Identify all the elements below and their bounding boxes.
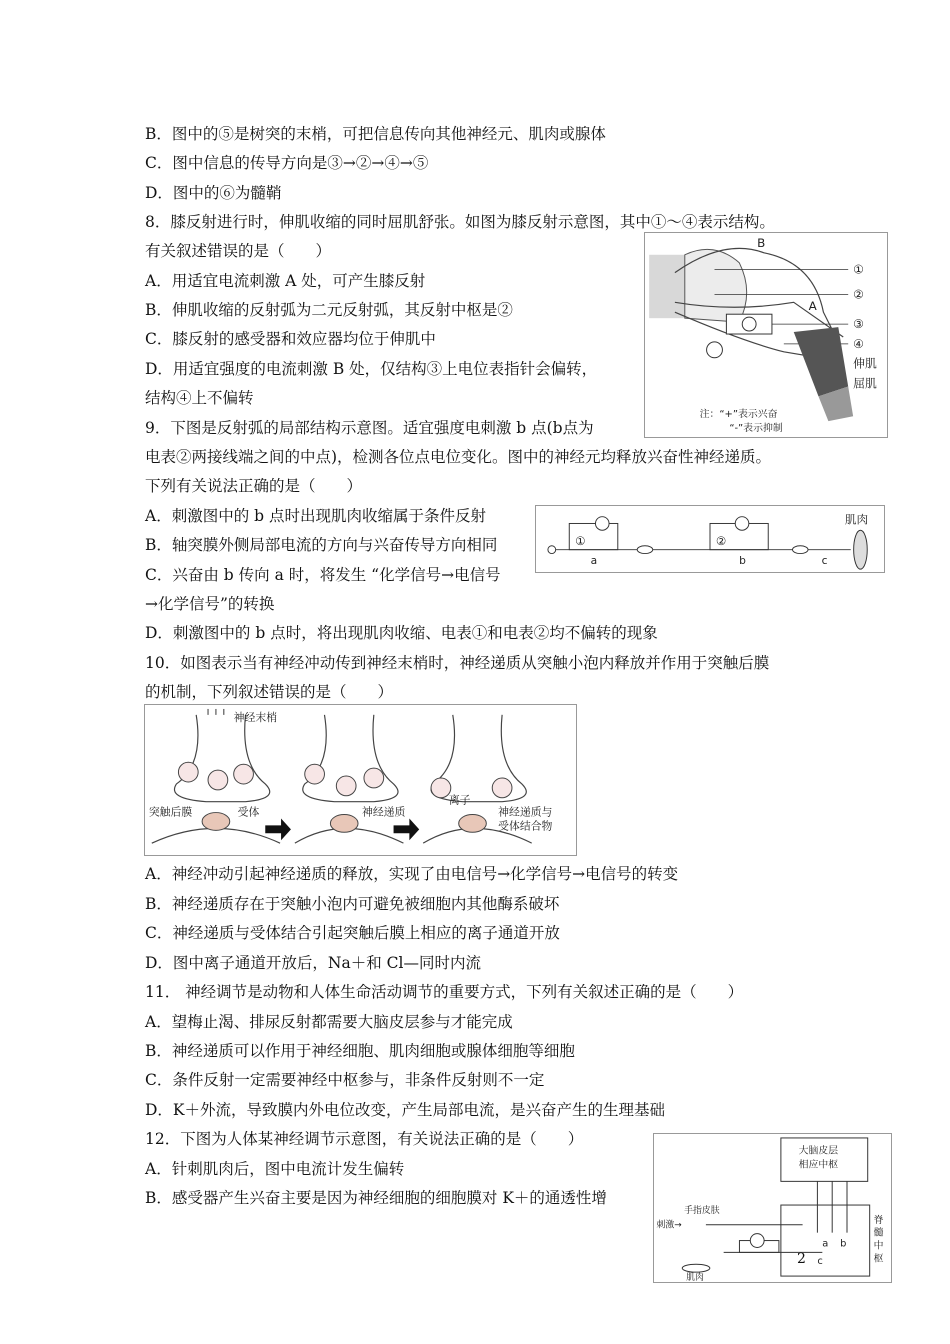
option-8d-2: 结构④上不偏转 — [145, 389, 254, 407]
vesicle-1a — [178, 762, 198, 782]
label-flexor: 屈肌 — [853, 376, 877, 391]
label-complex-1: 神经递质与 — [498, 805, 553, 819]
meter-4-icon — [707, 342, 723, 358]
question-9-stem: 9．下图是反射弧的局部结构示意图。适宜强度电刺激 b 点(b点为 — [145, 419, 594, 437]
step-arrow-1 — [265, 818, 291, 840]
label-struct-2: ② — [853, 287, 864, 302]
note-inhibit: “-”表示抑制 — [729, 423, 783, 435]
vesicle-1b — [208, 770, 228, 790]
option-11d: D．K＋外流，导致膜内外电位改变，产生局部电流，是兴奋产生的生理基础 — [145, 1101, 666, 1119]
receptor-3 — [459, 815, 487, 833]
question-8-stem: 8．膝反射进行时，伸肌收缩的同时屈肌舒张。如图为膝反射示意图，其中①～④表示结构。 — [145, 213, 775, 231]
neural-regulation-figure — [653, 1133, 892, 1283]
extensor-muscle-shape — [794, 327, 848, 396]
reflex-arc-diagram — [536, 506, 884, 572]
option-8d: D．用适宜强度的电流刺激 B 处，仅结构③上电位表指针会偏转， — [145, 360, 598, 378]
reflex-arc-figure — [535, 505, 885, 573]
synapse-2 — [793, 546, 809, 554]
synapse-1 — [637, 546, 653, 554]
label-a: A — [808, 299, 817, 314]
muscle-shape — [682, 1264, 710, 1272]
option-9a: A．刺激图中的 b 点时出现肌肉收缩属于条件反射 — [145, 507, 486, 525]
label-meter-2: ② — [715, 533, 727, 548]
label-ion: 离子 — [448, 793, 471, 807]
label-cortex-1: 大脑皮层 — [798, 1145, 839, 1157]
vesicle-3b — [492, 778, 512, 798]
label-spinal-4: 枢 — [873, 1253, 884, 1265]
label-skin: 手指皮肤 — [684, 1205, 720, 1216]
option-11c: C．条件反射一定需要神经中枢参与，非条件反射则不一定 — [145, 1071, 545, 1089]
option-9c: C．兴奋由 b 传向 a 时，将发生 “化学信号→电信号 — [145, 566, 501, 584]
muscle-shape — [854, 530, 868, 569]
synapse-diagram — [145, 705, 576, 855]
label-spinal-2: 髓 — [873, 1227, 884, 1239]
label-c: c — [817, 1256, 823, 1268]
option-10a: A．神经冲动引起神经递质的释放，实现了由电信号→化学信号→电信号的转变 — [145, 865, 679, 883]
option-12b: B．感受器产生兴奋主要是因为神经细胞的细胞膜对 K＋的通透性增 — [145, 1189, 607, 1207]
label-receptor: 受体 — [237, 805, 260, 819]
label-struct-4: ④ — [853, 336, 864, 351]
question-12-stem: 12．下图为人体某神经调节示意图，有关说法正确的是（ ） — [145, 1130, 584, 1148]
label-struct-1: ① — [853, 262, 864, 277]
meter-1-icon — [595, 517, 609, 531]
synapse-figure — [144, 704, 577, 856]
label-a: a — [590, 554, 598, 568]
label-muscle: 肌肉 — [844, 512, 869, 527]
label-struct-3: ③ — [853, 317, 864, 332]
vesicle-2b — [336, 776, 356, 796]
label-extensor: 伸肌 — [853, 356, 877, 371]
question-10-stem-2: 的机制，下列叙述错误的是（ ） — [145, 683, 394, 701]
label-meter-1: ① — [575, 533, 586, 548]
option-11a: A．望梅止渴、排尿反射都需要大脑皮层参与才能完成 — [145, 1013, 513, 1031]
label-a: a — [822, 1238, 829, 1250]
option-10c: C．神经递质与受体结合引起突触后膜上相应的离子通道开放 — [145, 924, 560, 942]
option-8a: A．用适宜电流刺激 A 处，可产生膝反射 — [145, 272, 426, 290]
label-b: b — [739, 554, 746, 568]
label-complex-2: 受体结合物 — [498, 819, 553, 833]
option-7d: D．图中的⑥为髓鞘 — [145, 184, 282, 202]
label-muscle: 肌肉 — [686, 1273, 704, 1282]
option-7c: C．图中信息的传导方向是③→②→④→⑤ — [145, 154, 429, 172]
label-b: b — [840, 1238, 847, 1250]
option-10b: B．神经递质存在于突触小泡内可避免被细胞内其他酶系破坏 — [145, 895, 560, 913]
step-arrow-2 — [394, 818, 420, 840]
vesicle-2a — [305, 764, 325, 784]
label-stimulus: 刺激→ — [656, 1220, 682, 1231]
option-12a: A．针刺肌肉后，图中电流计发生偏转 — [145, 1160, 405, 1178]
label-nerve-terminal: 神经末梢 — [233, 710, 278, 724]
vesicle-3a — [431, 778, 451, 798]
note-excite: 注：“+”表示兴奋 — [699, 409, 778, 421]
page-number: 2 — [797, 1251, 806, 1267]
option-8b: B．伸肌收缩的反射弧为二元反射弧，其反射中枢是② — [145, 301, 513, 319]
meter-3-icon — [742, 317, 756, 331]
question-9-stem-3: 下列有关说法正确的是（ ） — [145, 477, 363, 495]
option-7b: B．图中的⑤是树突的末梢，可把信息传向其他神经元、肌肉或腺体 — [145, 125, 606, 143]
vesicle-2c — [364, 768, 384, 788]
question-10-stem: 10．如图表示当有神经冲动传到神经末梢时，神经递质从突触小泡内释放并作用于突触后膜 — [145, 654, 770, 672]
option-9d: D．刺激图中的 b 点时，将出现肌肉收缩、电表①和电表②均不偏转的现象 — [145, 624, 658, 642]
option-11b: B．神经递质可以作用于神经细胞、肌肉细胞或腺体细胞等细胞 — [145, 1042, 575, 1060]
neural-regulation-diagram — [654, 1134, 891, 1282]
question-11-stem: 11． 神经调节是动物和人体生命活动调节的重要方式，下列有关叙述正确的是（ ） — [145, 983, 744, 1001]
label-neurotransmitter: 神经递质 — [361, 805, 406, 819]
knee-reflex-figure — [644, 232, 888, 438]
label-spinal-3: 中 — [873, 1240, 884, 1252]
question-8-stem-2: 有关叙述错误的是（ ） — [145, 242, 332, 260]
label-b: B — [757, 235, 766, 250]
option-9b: B．轴突膜外侧局部电流的方向与兴奋传导方向相同 — [145, 536, 498, 554]
receptor-2 — [330, 815, 358, 833]
neuron-body-left — [548, 546, 556, 554]
question-9-stem-2: 电表②两接线端之间的中点)，检测各位点电位变化。图中的神经元均释放兴奋性神经递质。 — [145, 448, 772, 466]
label-cortex-2: 相应中枢 — [798, 1159, 839, 1171]
option-9c-2: →化学信号”的转换 — [145, 595, 275, 613]
option-8c: C．膝反射的感受器和效应器均位于伸肌中 — [145, 330, 436, 348]
meter-2-icon — [735, 517, 749, 531]
option-10d: D．图中离子通道开放后，Na＋和 Cl—同时内流 — [145, 954, 481, 972]
label-c: c — [821, 554, 828, 568]
receptor-1 — [202, 813, 230, 831]
label-postsynaptic: 突触后膜 — [148, 805, 193, 819]
galvanometer-icon — [750, 1234, 764, 1248]
spinal-cord-shape — [649, 255, 685, 318]
vesicle-1c — [234, 764, 254, 784]
knee-reflex-diagram — [645, 233, 887, 437]
label-spinal-1: 脊 — [873, 1214, 884, 1226]
